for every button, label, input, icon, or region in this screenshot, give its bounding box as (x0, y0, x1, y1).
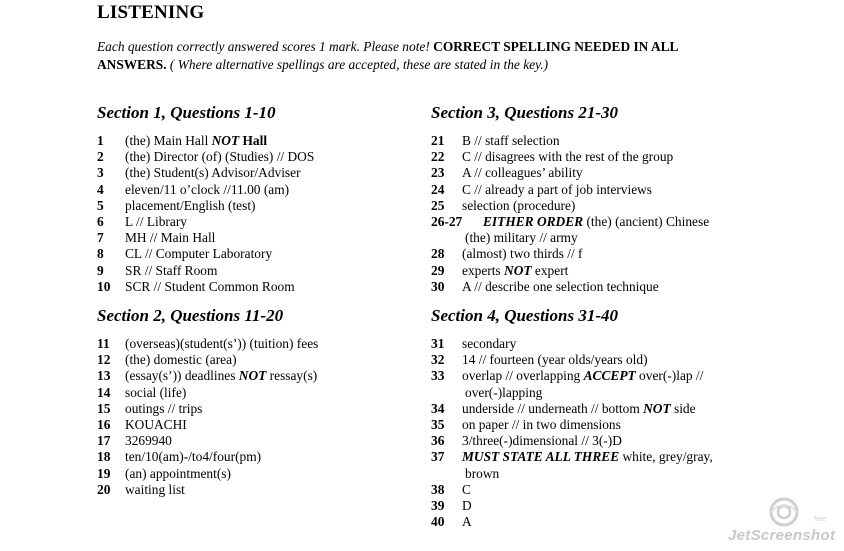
instructions-note: ( Where alternative spellings are accepted, these are stated in the key.) (166, 57, 549, 72)
answer-row: 16 KOUACHI (97, 417, 187, 433)
answer-row: 1 (the) Main Hall NOT Hall (97, 133, 268, 148)
answer-row: 39 D (431, 498, 472, 514)
answer-row: 30 A // describe one selection technique (431, 278, 659, 294)
watermark-small: free (814, 516, 827, 523)
answer-row: 11 (overseas)(student(s’)) (tuition) fees (97, 336, 319, 351)
instructions-bold: CORRECT SPELLING NEEDED IN ALL ANSWERS. (97, 39, 678, 72)
answer-row: 19 (an) appointment(s) (97, 465, 231, 481)
answer-row: 38 C (431, 481, 471, 497)
answer-row: 9 SR // Staff Room (97, 262, 218, 278)
answer-row: 33 overlap // overlapping ACCEPT over(-)lap // (431, 368, 704, 384)
answer-row: 35 on paper // in two dimensions (431, 417, 621, 433)
answer-row: 29 experts NOT expert (431, 262, 569, 278)
answer-row: 17 3269940 (97, 433, 172, 449)
answer-row: 37 MUST STATE ALL THREE white, grey/gray, (431, 449, 713, 465)
answer-row: 21 B // staff selection (431, 133, 560, 148)
answer-row: 25 selection (procedure) (431, 197, 576, 213)
page-title: LISTENING (97, 2, 205, 23)
section-3-answers (431, 133, 709, 295)
answer-row: 14 social (life) (97, 384, 187, 400)
answer-row: 28 (almost) two thirds // f (431, 246, 583, 262)
answer-row: 2 (the) Director (of) (Studies) // DOS (97, 149, 315, 165)
answer-row: 12 (the) domestic (area) (97, 352, 237, 368)
answer-row: 24 C // already a part of job interviews (431, 181, 653, 197)
section-3-heading: Section 3, Questions 21-30 (431, 103, 619, 122)
section-2-heading: Section 2, Questions 11-20 (97, 306, 284, 325)
answer-row: 4 eleven/11 o’clock //11.00 (am) (97, 181, 290, 197)
answer-row: 3 (the) Student(s) Advisor/Adviser (97, 165, 301, 181)
answer-row: 31 secondary (431, 336, 517, 351)
answer-continuation: (the) military // army (465, 230, 578, 246)
answer-row: 32 14 // fourteen (year olds/years old) (431, 352, 648, 368)
answer-continuation: brown (465, 465, 500, 481)
answer-row: 36 3/three(-)dimensional // 3(-)D (431, 433, 622, 449)
section-1-heading: Section 1, Questions 1-10 (97, 103, 276, 122)
section-4-answers (431, 336, 713, 530)
answer-row: 10 SCR // Student Common Room (97, 278, 295, 294)
answer-continuation: over(-)lapping (465, 384, 543, 400)
answer-row: 15 outings // trips (97, 400, 203, 416)
answer-row: 7 MH // Main Hall (97, 230, 216, 246)
answer-row: 6 L // Library (97, 214, 187, 230)
watermark-text: JetScreenshot (728, 527, 836, 544)
section-1-answers (97, 133, 314, 295)
section-4-heading: Section 4, Questions 31-40 (431, 306, 619, 325)
answer-row: 18 ten/10(am)-/to4/four(pm) (97, 449, 262, 465)
answer-row: 20 waiting list (97, 481, 185, 497)
answer-row: 26-27 EITHER ORDER (the) (ancient) Chinese (431, 214, 710, 230)
answer-row: 22 C // disagrees with the rest of the group (431, 149, 674, 165)
answer-row: 34 underside // underneath // bottom NOT side (431, 400, 696, 416)
camera-shutter-icon (762, 496, 806, 528)
answer-row: 8 CL // Computer Laboratory (97, 246, 273, 262)
answer-row: 5 placement/English (test) (97, 197, 256, 213)
section-2-answers (97, 336, 318, 498)
instructions-text: Each question correctly answered scores 1 mark. Please note! (97, 39, 434, 54)
answer-row: 13 (essay(s’)) deadlines NOT ressay(s) (97, 368, 318, 384)
answer-row: 23 A // colleagues’ ability (431, 165, 583, 181)
instructions (97, 38, 737, 74)
answer-row: 40 A (431, 514, 472, 530)
watermark (728, 496, 840, 546)
